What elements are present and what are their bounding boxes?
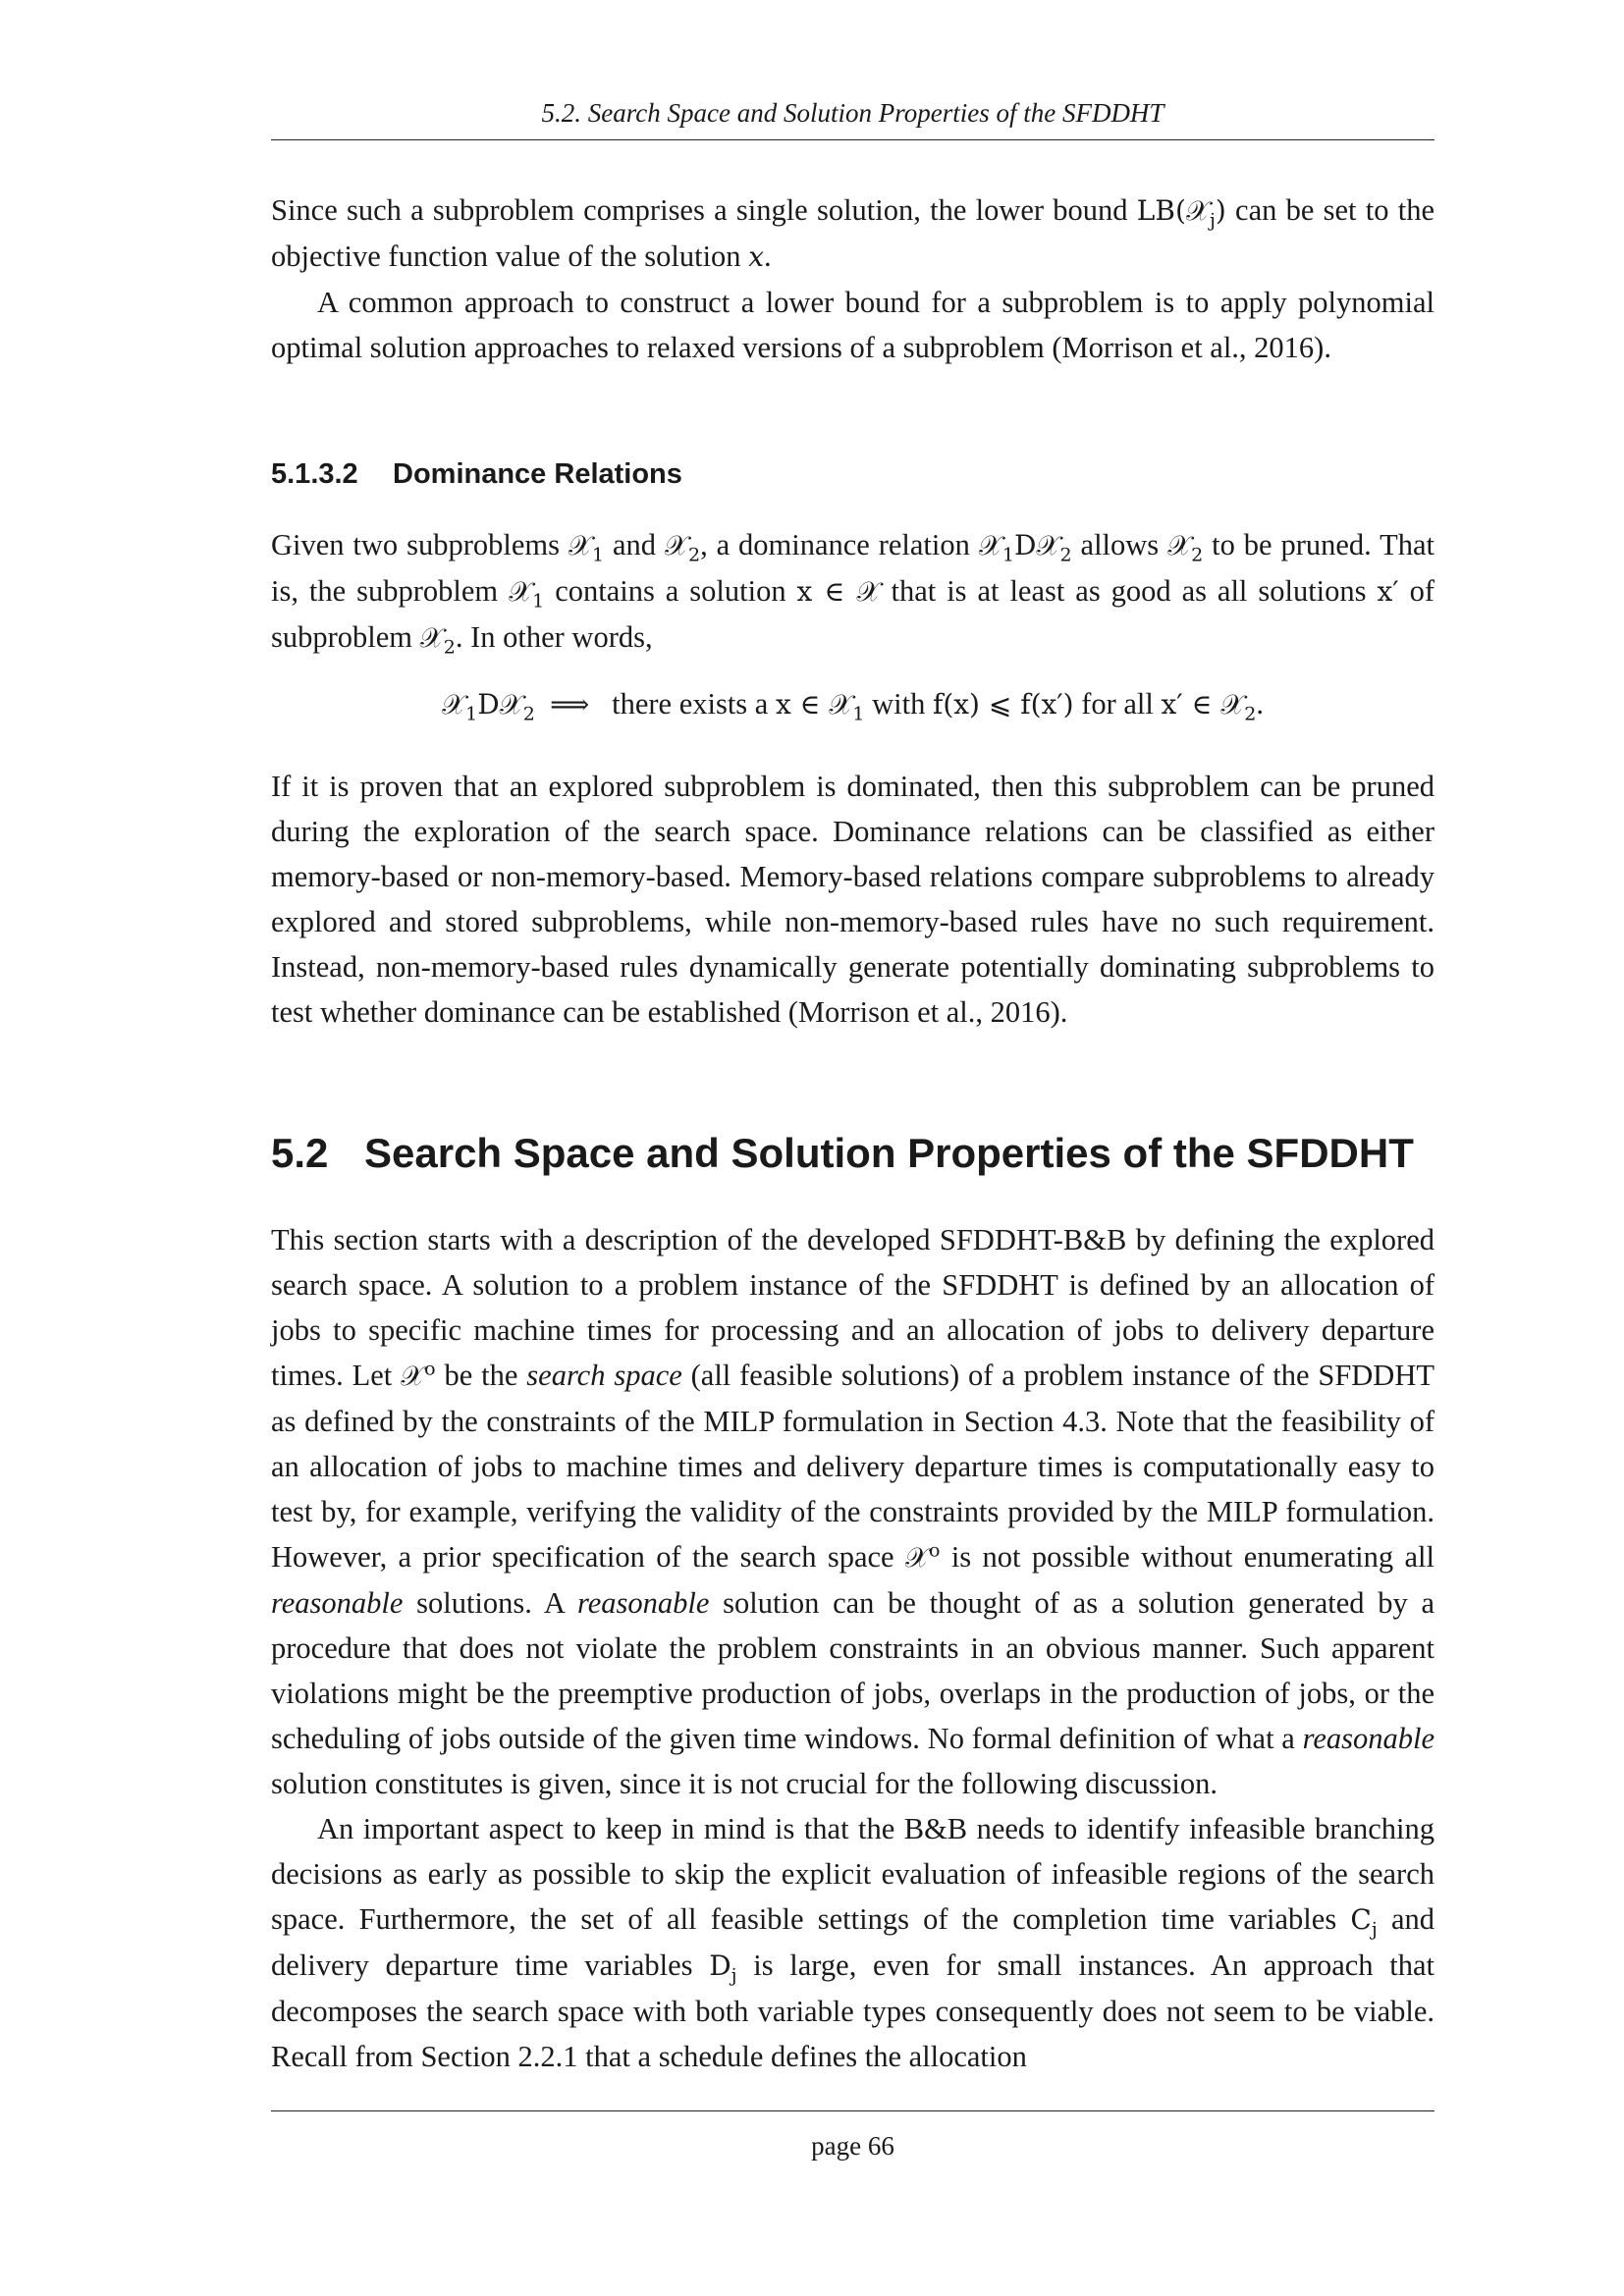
running-header: 5.2. Search Space and Solution Properties of the SFDDHT <box>541 98 1164 128</box>
paragraph-3: Given two subproblems 𝒳$_1$ and 𝒳$_2$, a dominance relation 𝒳$_1$D𝒳$_2$ allows 𝒳$_2$ to be pruned. That is, the subproblem 𝒳$_1$ contains a solution x ∈ 𝒳 that is at least as good as all solutions x′ of subproblem 𝒳$_2$. In other words, <box>271 528 1435 659</box>
paragraph-6: An important aspect to keep in mind is that the B&B needs to identify infeasible branching decisions as early as possible to skip the explicit evaluation of infeasible regions of the search space. Furthermore, the set of all feasible settings of the completion time variables $C_j$ and delivery departure time variables $D_j$ is large, even for small instances. An approach that decomposes the search space with both variable types consequently does not seem to be viable. Recall from Section 2.2.1 that a schedule defines the allocation <box>271 1812 1435 2073</box>
footer-rule <box>271 2110 1435 2111</box>
paragraph-5: This section starts with a description of the developed SFDDHT-B&B by defining the explored search space. A solution to a problem instance of the SFDDHT is defined by an allocation of jobs to specific machine times for processing and an allocation of jobs to delivery departure times. Let 𝒳$^o$ be the search space (all feasible solutions) of a problem instance of the SFDDHT as defined by the constraints of the MILP formulation in Section 4.3. Note that the feasibility of an allocation of jobs to machine times and delivery departure times is computationally easy to test by, for example, verifying the validity of the constraints provided by the MILP formulation. However, a prior specification of the search space 𝒳$^o$ is not possible without enumerating all reasonable solutions. A reasonable solution can be thought of as a solution generated by a procedure that does not violate the problem constraints in an obvious manner. Such apparent violations might be the preemptive production of jobs, overlaps in the production of jobs, or the scheduling of jobs outside of the given time windows. No formal definition of what a reasonable solution constitutes is given, since it is not crucial for the following discussion. An important aspect to keep in mind is that the B&B needs to identify infeasible branching decisions as early as possible to skip the explicit evaluation of infeasible regions of the search space. Furthermore, the set of all feasible settings of the completion time variables $C_j$ and delivery departure time variables $D_j$ is large, even for small instances. An approach that decomposes the search space with both variable types consequently does not seem to be viable. Recall from Section 2.2.1 that a schedule defines the allocation <box>271 1217 1435 2079</box>
section-title: Search Space and Solution Properties of the SFDDHT <box>364 1130 1414 1176</box>
math-lower-bound: LB(𝒳$_j$) <box>1136 194 1226 232</box>
subsubsection-heading <box>271 458 1435 491</box>
paragraph-4: If it is proven that an explored subproblem is dominated, then this subproblem can be pruned during the exploration of the search space. Dominance relations can be classified as either memory-based or non-memory-based. Memory-based relations compare subproblems to already explored and stored subproblems, while non-memory-based rules have no such requirement. Instead, non-memory-based rules dynamically generate potentially dominating subproblems to test whether dominance can be established (Morrison et al., 2016). <box>271 770 1435 1029</box>
paragraph-1: Since such a subproblem comprises a single solution, the lower bound LB(𝒳$_j$) can be set to the objective function value of the solution x. A common approach to construct a lower bound for a subproblem is to apply polynomial optimal solution approaches to relaxed versions of a subproblem (Morrison et al., 2016). <box>271 187 1435 370</box>
term-search-space: search space <box>526 1359 682 1392</box>
header-rule <box>271 139 1435 140</box>
page-number: page 66 <box>811 2131 894 2161</box>
subsubsection-title: Dominance Relations <box>393 458 682 490</box>
section-heading <box>271 1130 1435 1177</box>
subsubsection-number: 5.1.3.2 <box>271 458 358 490</box>
dominance-equation: 𝒳$_1$D𝒳$_2$ ⟹ there exists a x ∈ 𝒳$_1$ with f(x) ⩽ f(x′) for all x′ ∈ 𝒳$_2$. <box>441 687 1265 725</box>
section-number: 5.2 <box>271 1130 329 1176</box>
paragraph-2: A common approach to construct a lower bound for a subproblem is to apply polynomial optimal solution approaches to relaxed versions of a subproblem (Morrison et al., 2016). <box>271 286 1435 364</box>
